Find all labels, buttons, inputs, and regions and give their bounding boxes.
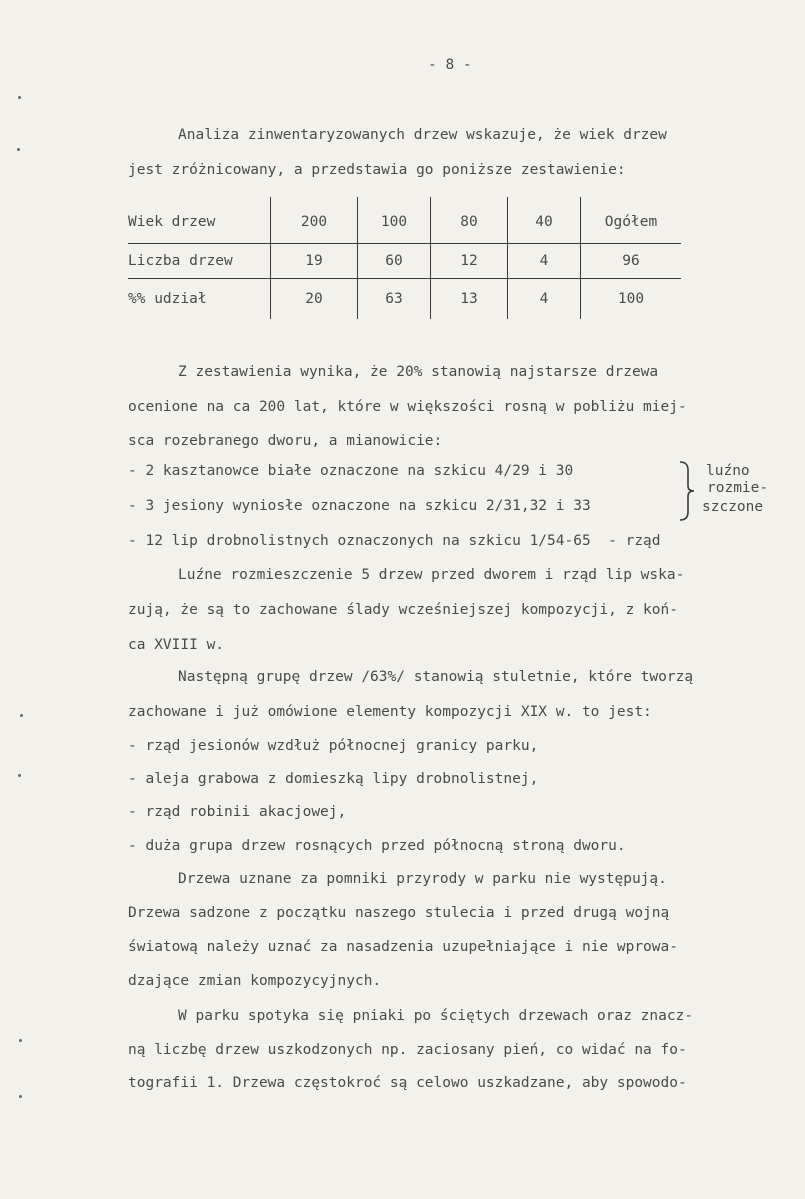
table-cell: 12	[431, 244, 508, 279]
paragraph-line: Drzewa sadzone z początku naszego stulecia i przed drugą wojną	[128, 905, 670, 921]
table-cell: 100	[581, 279, 682, 320]
age-table	[128, 197, 681, 319]
list-item: - rząd robinii akacjowej,	[128, 804, 347, 820]
table-cell: 20	[271, 279, 358, 320]
table-cell: 60	[358, 244, 431, 279]
table-row	[128, 244, 681, 279]
paragraph-line: zują, że są to zachowane ślady wcześniejszej kompozycji, z koń-	[128, 602, 678, 618]
paragraph-line: tografii 1. Drzewa częstokroć są celowo uszkadzane, aby spowodo-	[128, 1075, 687, 1091]
list-item: - 2 kasztanowce białe oznaczone na szkicu 4/29 i 30	[128, 463, 574, 479]
table-cell: 100	[358, 197, 431, 244]
paragraph-line: Następną grupę drzew /63%/ stanowią stuletnie, które tworzą	[178, 669, 694, 685]
table-row	[128, 197, 681, 244]
row-header: %% udział	[128, 279, 271, 320]
paragraph-line: ocenione na ca 200 lat, które w większości rosną w pobliżu miej-	[128, 399, 687, 415]
table-cell: 40	[508, 197, 581, 244]
table-cell: 200	[271, 197, 358, 244]
table-cell: 13	[431, 279, 508, 320]
row-header: Wiek drzew	[128, 214, 216, 230]
margin-mark	[19, 1095, 22, 1098]
note-line: szczone	[702, 499, 764, 515]
margin-mark	[17, 148, 20, 151]
list-item: - 12 lip drobnolistnych oznaczonych na szkicu 1/54-65 - rząd	[128, 533, 661, 549]
paragraph-line: ca XVIII w.	[128, 637, 225, 653]
note-line: rozmie-	[707, 480, 769, 496]
paragraph-line: światową należy uznać za nasadzenia uzupełniające i nie wprowa-	[128, 939, 678, 955]
margin-mark	[19, 1039, 22, 1042]
paragraph-line: sca rozebranego dworu, a mianowicie:	[128, 433, 443, 449]
list-item: - rząd jesionów wzdłuż północnej granicy parku,	[128, 738, 539, 754]
table-cell: Ogółem	[581, 197, 682, 244]
list-item: - duża grupa drzew rosnących przed północną stroną dworu.	[128, 838, 626, 854]
brace-icon	[676, 460, 696, 522]
list-item: - 3 jesiony wyniosłe oznaczone na szkicu 2/31,32 i 33	[128, 498, 591, 514]
margin-mark	[18, 774, 21, 777]
margin-mark	[20, 714, 23, 717]
table-cell: 63	[358, 279, 431, 320]
paragraph-line: W parku spotyka się pniaki po ściętych drzewach oraz znacz-	[178, 1008, 694, 1024]
note-line: luźno	[706, 463, 750, 479]
table-cell: 4	[508, 244, 581, 279]
table-cell: 19	[271, 244, 358, 279]
list-item: - aleja grabowa z domieszką lipy drobnolistnej,	[128, 771, 539, 787]
paragraph-line: dzające zmian kompozycyjnych.	[128, 973, 382, 989]
table-row	[128, 279, 681, 320]
paragraph-line: Luźne rozmieszczenie 5 drzew przed dworem i rząd lip wska-	[178, 567, 685, 583]
row-header: Liczba drzew	[128, 244, 271, 279]
intro-line: jest zróżnicowany, a przedstawia go poniższe zestawienie:	[128, 162, 626, 178]
paragraph-line: Drzewa uznane za pomniki przyrody w parku nie występują.	[178, 871, 667, 887]
paragraph-line: Z zestawienia wynika, że 20% stanowią najstarsze drzewa	[178, 364, 659, 380]
paragraph-line: ną liczbę drzew uszkodzonych np. zaciosany pień, co widać na fo-	[128, 1042, 687, 1058]
intro-line: Analiza zinwentaryzowanych drzew wskazuje, że wiek drzew	[178, 127, 667, 143]
paragraph-line: zachowane i już omówione elementy kompozycji XIX w. to jest:	[128, 704, 652, 720]
table-cell: 96	[581, 244, 682, 279]
table-cell: 4	[508, 279, 581, 320]
table-cell: 80	[431, 197, 508, 244]
margin-mark	[18, 96, 21, 99]
page-number: - 8 -	[428, 57, 472, 73]
